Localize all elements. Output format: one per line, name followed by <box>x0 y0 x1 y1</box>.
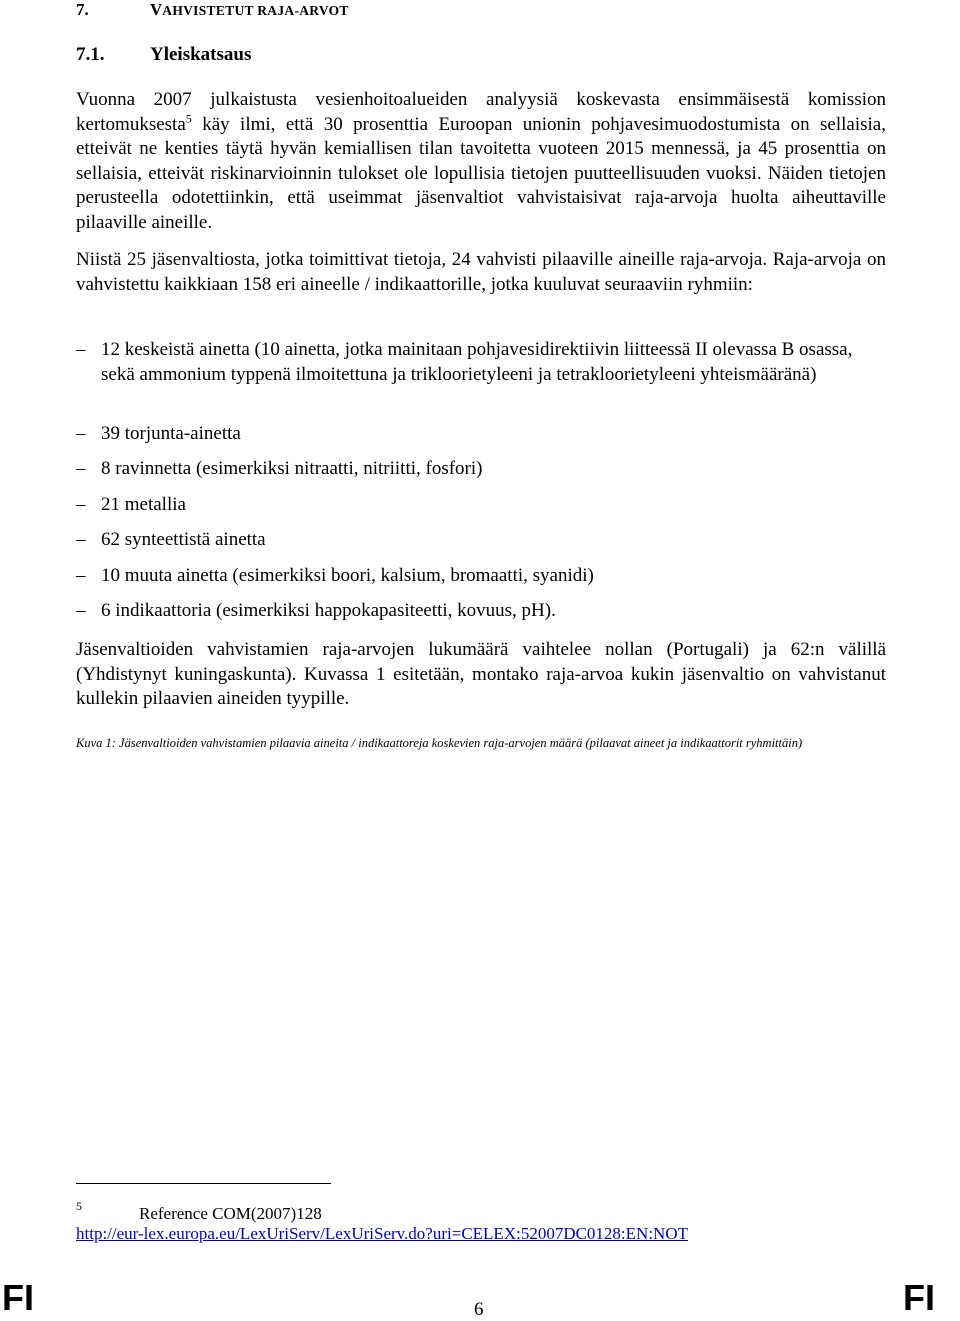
figure-caption: Kuva 1: Jäsenvaltioiden vahvistamien pilaavia aineita / indikaattoreja koskevien raja-arvojen määrä (pilaavat aineet ja indikaattorit ryhmittäin) <box>76 736 803 750</box>
section-title-initial: V <box>150 0 163 19</box>
list-item-text: 21 metallia <box>101 494 186 515</box>
footnote-divider <box>76 1183 331 1184</box>
list-dash: – <box>76 423 86 444</box>
list-item-text: 10 muuta ainetta (esimerkiksi boori, kalsium, bromaatti, syanidi) <box>101 565 594 586</box>
footnote-reference[interactable]: 5 <box>185 111 192 126</box>
paragraph-3: Jäsenvaltioiden vahvistamien raja-arvojen lukumäärä vaihtelee nollan (Portugali) ja 62:n välillä (Yhdistynyt kuningaskunta). Kuvassa 1 esitetään, montako raja-arvoa kukin jäsenvaltio on vahvistanut kullekin pilaavien aineiden tyypille. <box>76 639 886 709</box>
subsection-number: 7.1. <box>76 44 105 65</box>
list-dash: – <box>76 339 86 360</box>
footer-language-left: FI <box>2 1277 34 1318</box>
list-item-text: 8 ravinnetta (esimerkiksi nitraatti, nitriitti, fosfori) <box>101 458 483 479</box>
list-item-text: 6 indikaattoria (esimerkiksi happokapasiteetti, kovuus, pH). <box>101 600 556 621</box>
paragraph-1 <box>76 88 886 235</box>
list-item-text: 12 keskeistä ainetta (10 ainetta, jotka mainitaan pohjavesidirektiivin liitteessä II olevassa B osassa, sekä ammonium typpenä ilmoitettuna ja trikloorietyleeni ja tetrakloorietyleeni yhteismääränä) <box>101 339 853 385</box>
list-dash: – <box>76 458 86 479</box>
paragraph-2: Niistä 25 jäsenvaltiosta, jotka toimittivat tietoja, 24 vahvisti pilaaville aineille raja-arvoja. Raja-arvoja on vahvistettu kaikkiaan 158 eri aineelle / indikaattorille, jotka kuuluvat seuraaviin ryhmiin: <box>76 249 886 295</box>
list-item-text: 39 torjunta-ainetta <box>101 423 241 444</box>
list-dash: – <box>76 494 86 515</box>
section-heading <box>76 0 349 20</box>
list-dash: – <box>76 565 86 586</box>
footnote-number: 5 <box>76 1199 82 1213</box>
footer-language-right: FI <box>903 1277 935 1318</box>
footnote-link[interactable]: http://eur-lex.europa.eu/LexUriServ/LexUriServ.do?uri=CELEX:52007DC0128:EN:NOT <box>76 1224 688 1243</box>
paragraph-1-end: käy ilmi, että 30 prosenttia Euroopan unionin pohjavesimuodostumista on sellaisia, etteivät ne kenties täytä hyvän kemiallisen tilan tavoitetta vuoteen 2015 mennessä, ja 45 prosenttia on sellaisia, etteivät riskinarvioinnin tulokset ole lopullisia tietojen puutteellisuuden vuoksi. Näiden tietojen perusteella odotettiinkin, että useimmat jäsenvaltiot vahvistaisivat raja-arvoja huolta aiheuttaville pilaaville aineille. <box>76 113 886 233</box>
footnote-text: Reference COM(2007)128 <box>139 1204 322 1223</box>
list-item-text: 62 synteettistä ainetta <box>101 529 266 550</box>
list-dash: – <box>76 529 86 550</box>
subsection-title: Yleiskatsaus <box>150 44 252 65</box>
section-number: 7. <box>76 0 89 19</box>
paragraph-1-start: Vuonna 2007 julkaistusta vesienhoitoalueiden analyysiä koskevasta ensimmäisestä komission kertomuksesta <box>76 89 886 135</box>
page-number: 6 <box>474 1299 484 1320</box>
subsection-heading <box>76 44 251 66</box>
section-title-rest: AHVISTETUT RAJA-ARVOT <box>162 3 349 18</box>
list-dash: – <box>76 600 86 621</box>
